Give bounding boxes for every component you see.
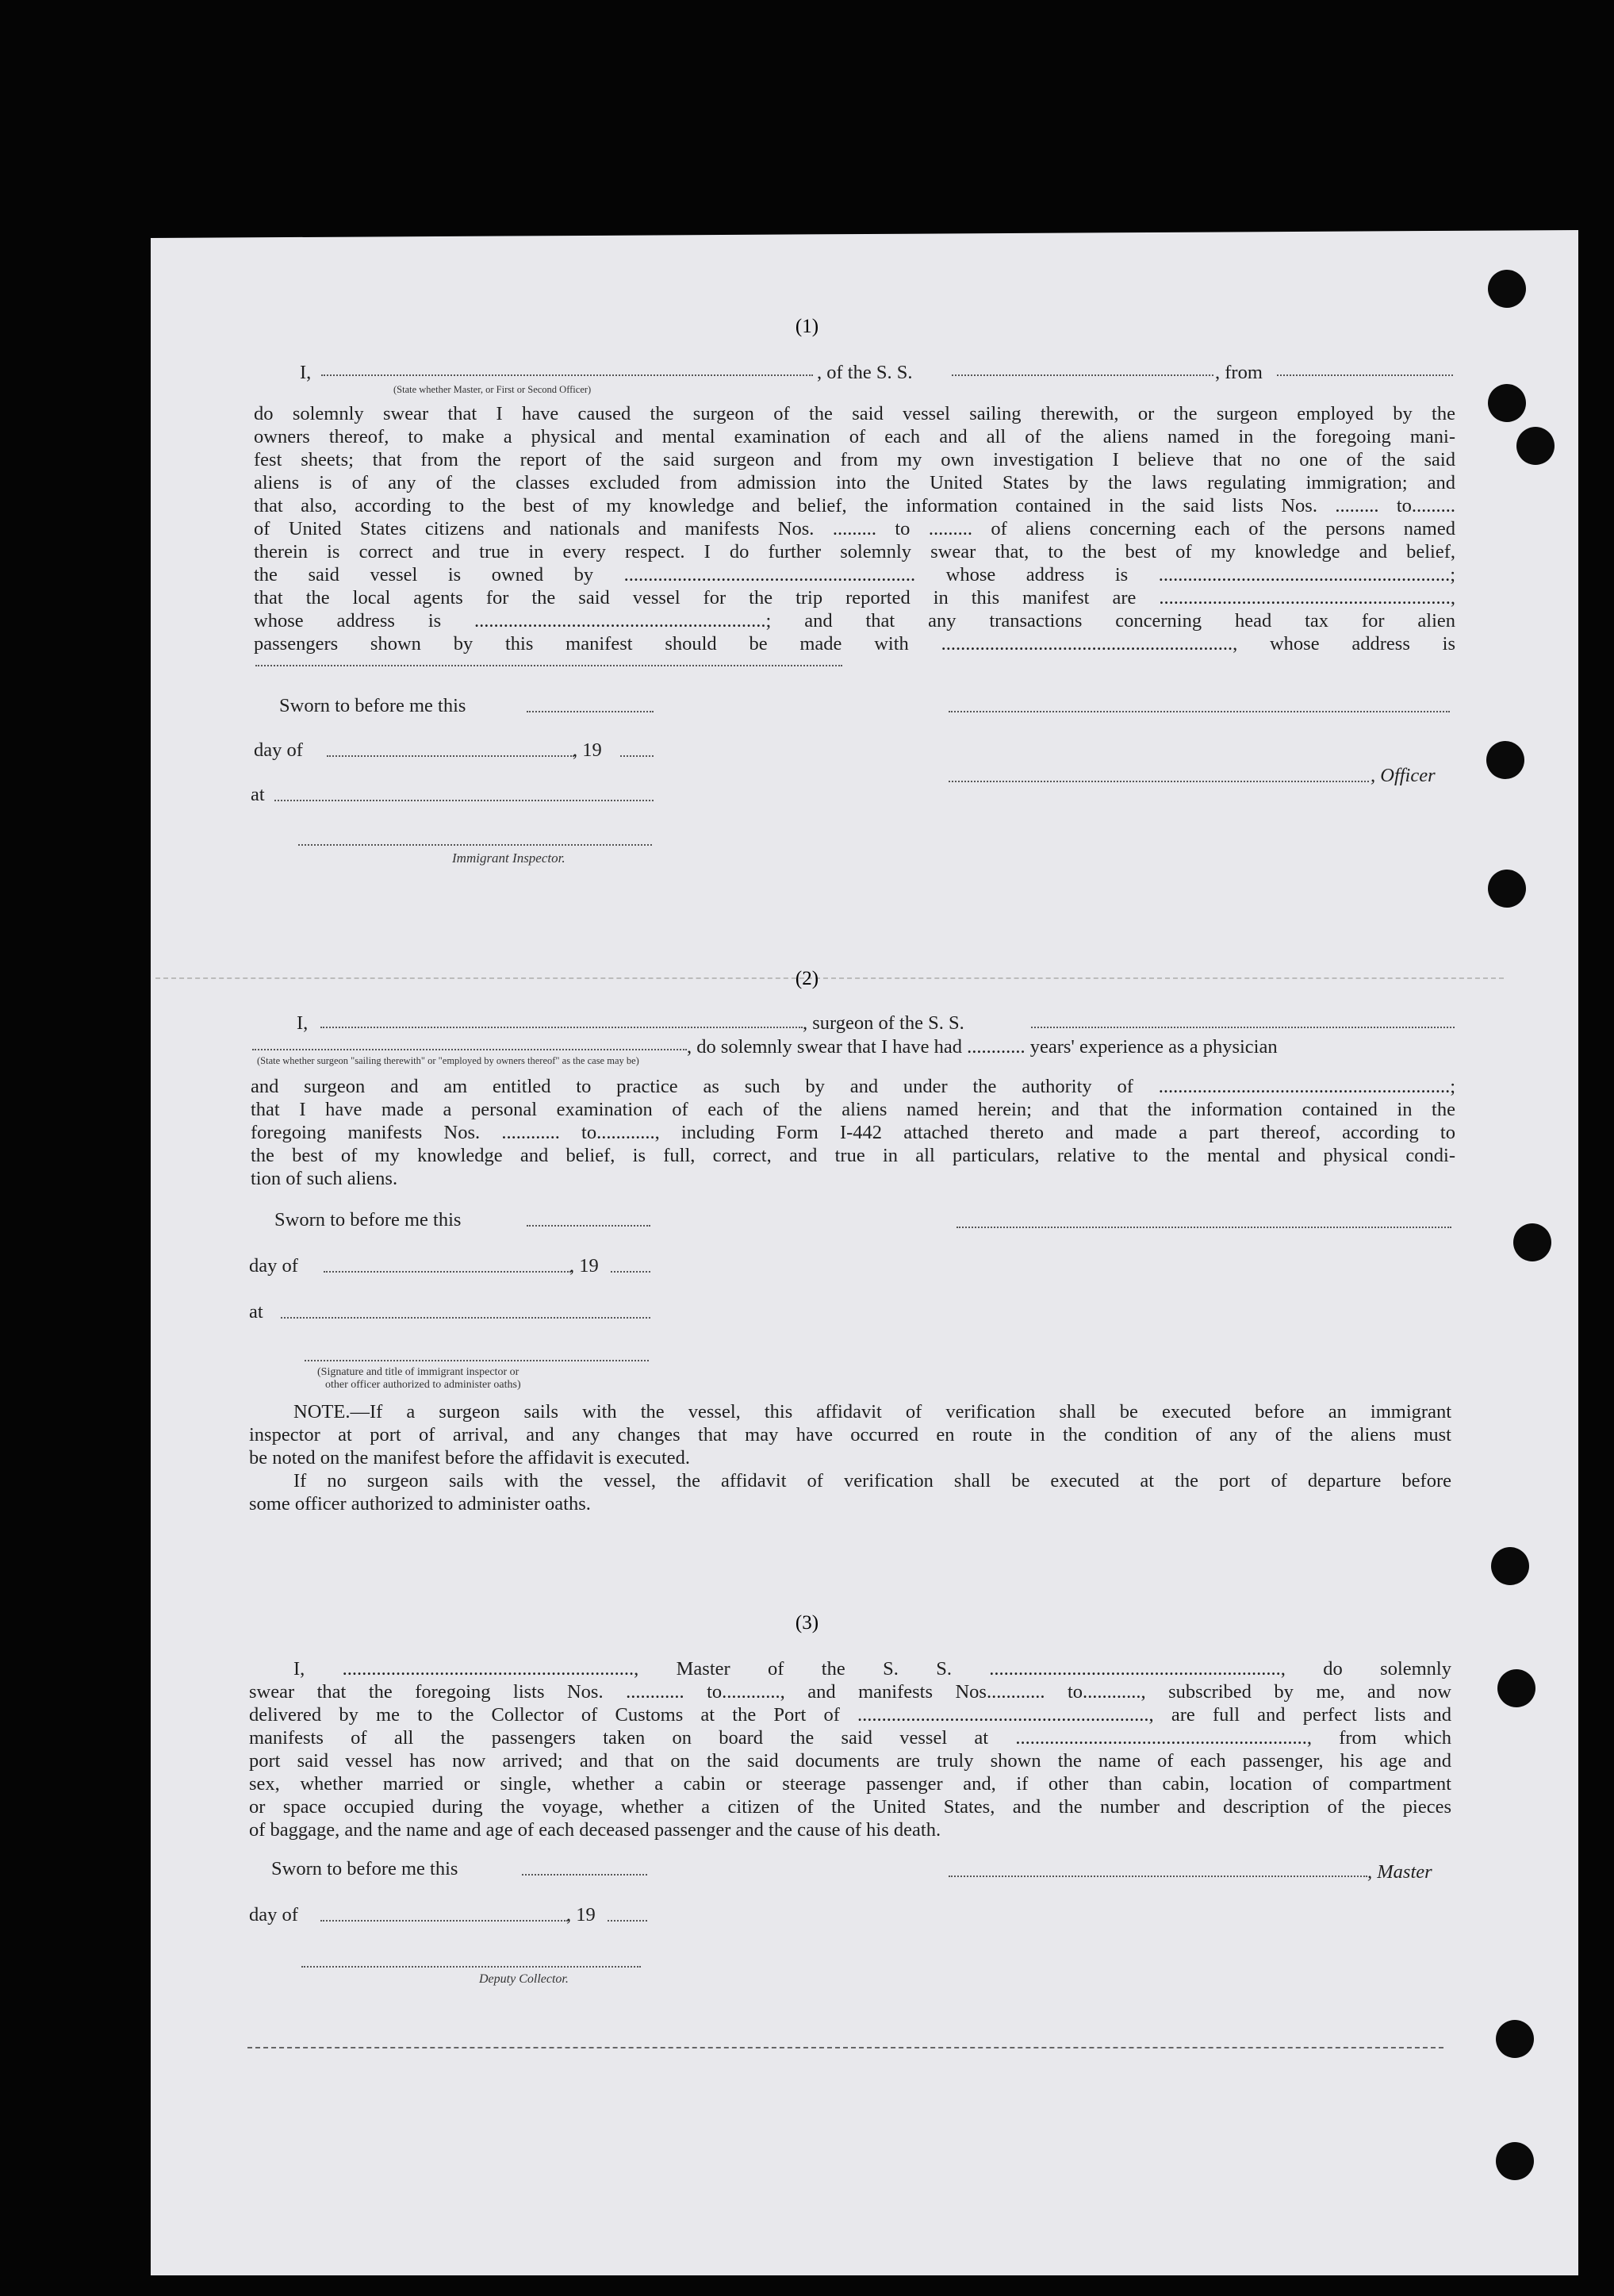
signature-caption: other officer authorized to administer oaths) [325,1379,521,1391]
body-line: fest sheets; that from the report of the said surgeon and from my own investigation I believe that no one of the said [254,449,1455,470]
section-2-number: (2) [795,968,819,989]
note-line: NOTE.—If a surgeon sails with the vessel, this affidavit of verification shall be executed before an immigrant [293,1401,1451,1423]
body-line: do solemnly swear that I have caused the surgeon of the said vessel sailing therewith, or the surgeon employed by the [254,403,1455,424]
year-label: , 19 [573,739,602,761]
signature-caption: (Signature and title of immigrant inspector or [317,1366,519,1378]
body-line: of United States citizens and nationals and manifests Nos. ......... to ......... of aliens concerning each of the persons named [254,518,1455,539]
inspector-signature-blank[interactable] [305,1360,649,1361]
day-of-blank[interactable] [324,1271,571,1273]
note-line: some officer authorized to administer oaths. [249,1493,591,1515]
surgeon-signature-blank[interactable] [957,1227,1451,1228]
section-1-line1 [300,362,311,384]
officer-label: , Officer [1371,765,1436,786]
punch-hole [1513,1223,1551,1261]
sworn-date-blank[interactable] [527,711,654,712]
surgeon-oath-line: , do solemnly swear that I have had ............ years' experience as a physician [687,1036,1278,1058]
body-line: that also, according to the best of my knowledge and belief, the information contained in the said lists Nos. ......... to......... [254,495,1455,516]
note-line: inspector at port of arrival, and any changes that may have occurred en route in the condition of any of the aliens must [249,1424,1451,1446]
from-label: , from [1215,362,1263,383]
section-3-number: (3) [795,1612,819,1634]
inspector-caption: Immigrant Inspector. [452,850,565,866]
body-line: or space occupied during the voyage, whether a citizen of the United States, and the number and description of the pieces [249,1796,1451,1818]
from-port-blank[interactable] [1277,374,1453,376]
body-line: I, ............................................................, Master of the S. S. ............................................................, do solemnly [293,1658,1451,1680]
sworn-date-blank[interactable] [522,1874,647,1876]
punch-hole [1488,384,1526,422]
day-of-blank[interactable] [320,1920,568,1922]
sworn-label: Sworn to before me this [274,1209,462,1231]
body-line: swear that the foregoing lists Nos. ............ to............, and manifests Nos............ to............, subscribed by me, and now [249,1681,1451,1703]
body-line: manifests of all the passengers taken on board the said vessel at ............................................................, from which [249,1727,1451,1749]
year-blank[interactable] [608,1920,647,1922]
punch-hole [1516,427,1555,465]
year-blank[interactable] [620,755,654,757]
punch-hole [1496,2020,1534,2058]
day-of-label: day of [249,1255,298,1277]
punch-hole [1488,270,1526,308]
surgeon-status-blank[interactable] [252,1049,687,1050]
body-line: aliens is of any of the classes excluded from admission into the United States by the laws regulating immigration; and [254,472,1455,493]
sworn-date-blank[interactable] [527,1225,650,1227]
master-signature-blank[interactable] [949,1876,1367,1877]
body-line: the best of my knowledge and belief, is full, correct, and true in all particulars, relative to the mental and physical condi- [251,1145,1455,1166]
deputy-caption: Deputy Collector. [479,1972,569,1986]
sworn-label: Sworn to before me this [279,695,466,716]
year-blank[interactable] [611,1271,650,1273]
bottom-rule [247,2047,1443,2048]
body-line: that the local agents for the said vessel for the trip reported in this manifest are ............................................................, [254,587,1455,609]
punch-hole [1491,1547,1529,1585]
body-line: owners thereof, to make a physical and mental examination of each and all of the aliens named in the foregoing mani- [254,426,1455,447]
body-line: and surgeon and am entitled to practice as such by and under the authority of ............................................................; [251,1076,1455,1097]
note-line: be noted on the manifest before the affidavit is executed. [249,1447,691,1469]
note-line: If no surgeon sails with the vessel, the affidavit of verification shall be executed at the port of departure before [293,1470,1451,1492]
inspector-signature-blank[interactable] [298,844,652,846]
name-blank[interactable] [321,374,813,376]
punch-hole [1486,741,1524,779]
body-line: passengers shown by this manifest should be made with ............................................................, whose address is [254,633,1455,655]
body-line: the said vessel is owned by ............................................................ whose address is ............................................................; [254,564,1455,586]
sworn-label: Sworn to before me this [271,1858,458,1879]
body-line: foregoing manifests Nos. ............ to............, including Form I-442 attached thereto and made a part thereof, according to [251,1122,1455,1143]
body-line: therein is correct and true in every respect. I do further solemnly swear that, to the best of my knowledge and belief, [254,541,1455,562]
i-label: I, [300,362,312,383]
address-blank[interactable] [255,665,842,666]
section-1-number: (1) [795,316,819,337]
surgeon-vessel-blank[interactable] [1031,1027,1455,1028]
day-of-blank[interactable] [327,755,574,757]
year-label: , 19 [569,1255,599,1277]
body-line: sex, whether married or single, whether a cabin or steerage passenger and, if other than cabin, location of compartment [249,1773,1451,1795]
year-label: , 19 [566,1904,596,1925]
i-label: I, [297,1012,309,1034]
deputy-signature-blank[interactable] [301,1966,641,1968]
at-label: at [249,1301,263,1323]
punch-hole [1497,1669,1535,1707]
at-blank[interactable] [274,800,654,801]
at-label: at [251,784,265,805]
officer-note: (State whether Master, or First or Second Officer) [393,384,592,395]
day-of-label: day of [254,739,303,761]
vessel-name-blank[interactable] [952,374,1213,376]
punch-hole [1496,2142,1534,2180]
body-line: whose address is ............................................................; and that any transactions concerning head tax for alien [254,610,1455,632]
officer-signature-blank-top[interactable] [949,711,1450,712]
at-blank[interactable] [281,1317,650,1319]
surgeon-name-blank[interactable] [320,1027,803,1028]
day-of-label: day of [249,1904,298,1925]
body-line: tion of such aliens. [251,1168,398,1189]
body-line: port said vessel has now arrived; and that on the said documents are truly shown the name of each passenger, his age and [249,1750,1451,1772]
of-ss-label: , of the S. S. [817,362,913,383]
surgeon-of-ss-label: , surgeon of the S. S. [803,1012,964,1034]
body-line: delivered by me to the Collector of Customs at the Port of ............................................................, are full and perfect lists and [249,1704,1451,1726]
surgeon-note: (State whether surgeon "sailing therewith" or "employed by owners thereof" as the case may be) [257,1055,639,1066]
punch-hole [1488,870,1526,908]
officer-signature-blank[interactable] [949,781,1369,782]
body-line: of baggage, and the name and age of each deceased passenger and the cause of his death. [249,1819,941,1841]
body-line: that I have made a personal examination of each of the aliens named herein; and that the information contained in the [251,1099,1455,1120]
master-label: , Master [1367,1861,1432,1883]
